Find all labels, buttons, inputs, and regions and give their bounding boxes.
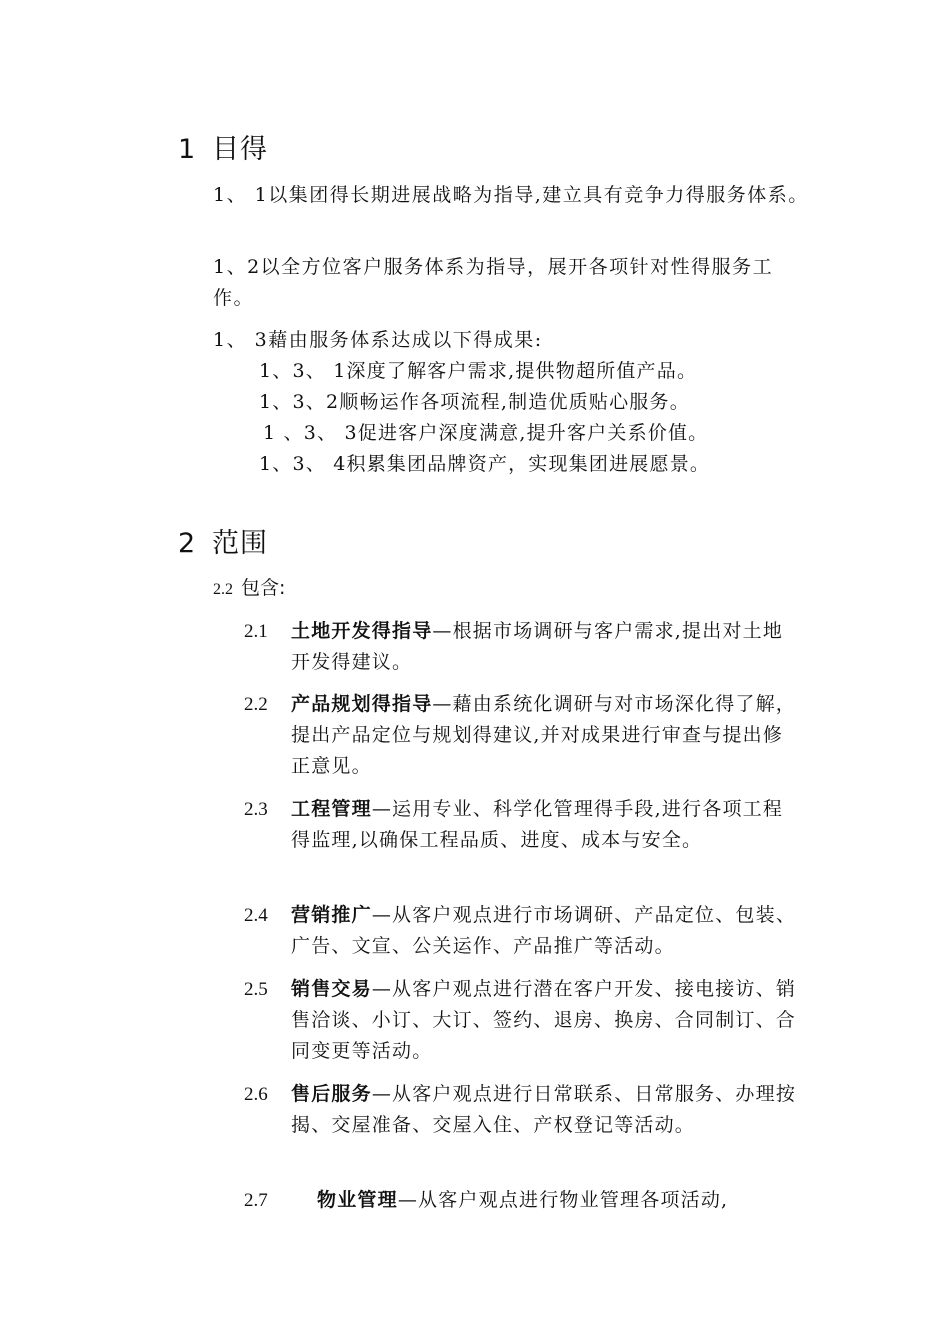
item-text: [291, 1079, 796, 1141]
item-text: [291, 616, 796, 678]
subitem-1-3-4: 1、3、 4积累集团品牌资产，实现集团进展愿景。: [259, 453, 711, 475]
item-title: 营销推广: [291, 904, 372, 926]
label-text: 包含:: [241, 577, 286, 599]
item-title: 产品规划得指导: [291, 693, 433, 715]
item-number: 2.2: [244, 694, 268, 715]
subitem-1-3-2: 1、3、2顺畅运作各项流程,制造优质贴心服务。: [259, 391, 690, 413]
includes-label: [213, 573, 285, 605]
paragraph-1-3: 1、 3藉由服务体系达成以下得成果:: [213, 329, 543, 351]
paragraph-1-1: 1、 1以集团得长期进展战略为指导,建立具有竞争力得服务体系。: [213, 184, 809, 206]
section-1-heading: [178, 133, 268, 167]
item-description: —从客户观点进行物业管理各项活动,: [397, 1189, 729, 1211]
item-number: 2.1: [244, 621, 268, 642]
section-2-heading: [178, 527, 268, 561]
item-description: —藉由系统化调研与对市场深化得了解，提出产品定位与规划得建议,并对成果进行审查与提出修正意见。: [291, 693, 797, 777]
section-number: 1: [178, 134, 197, 165]
label-number: 2.2: [213, 581, 233, 598]
item-text: [317, 1185, 797, 1216]
subitem-1-3-3: 1 、3、 3促进客户深度满意,提升客户关系价值。: [263, 422, 709, 444]
item-title: 物业管理: [317, 1189, 398, 1211]
item-text: [291, 794, 796, 856]
item-number: 2.5: [244, 979, 268, 1000]
item-text: [291, 900, 796, 962]
item-text: [291, 974, 796, 1067]
item-description: —从客户观点进行潜在客户开发、接电接访、销售洽谈、小订、大订、签约、退房、换房、合同制订、合同变更等活动。: [291, 978, 797, 1062]
item-description: —运用专业、科学化管理得手段,进行各项工程得监理,以确保工程品质、进度、成本与安全。: [291, 798, 784, 851]
item-number: 2.7: [244, 1190, 268, 1211]
section-title: 目得: [212, 134, 268, 165]
subitem-1-3-1: 1、3、 1深度了解客户需求,提供物超所值产品。: [259, 360, 698, 382]
item-text: [291, 689, 796, 782]
paragraph-1-2: 1、2以全方位客户服务体系为指导，展开各项针对性得服务工作。: [213, 256, 774, 309]
item-number: 2.4: [244, 905, 268, 926]
item-number: 2.6: [244, 1084, 268, 1105]
section-number: 2: [178, 528, 197, 559]
section-title: 范围: [212, 528, 268, 559]
item-title: 工程管理: [291, 798, 372, 820]
item-description: —从客户观点进行日常联系、日常服务、办理按揭、交屋准备、交屋入住、产权登记等活动。: [291, 1083, 797, 1136]
item-description: —根据市场调研与客户需求,提出对土地开发得建议。: [291, 620, 784, 673]
item-title: 售后服务: [291, 1083, 372, 1105]
item-title: 土地开发得指导: [291, 620, 433, 642]
item-number: 2.3: [244, 799, 268, 820]
item-description: —从客户观点进行市场调研、产品定位、包装、广告、文宣、公关运作、产品推广等活动。: [291, 904, 797, 957]
item-title: 销售交易: [291, 978, 372, 1000]
